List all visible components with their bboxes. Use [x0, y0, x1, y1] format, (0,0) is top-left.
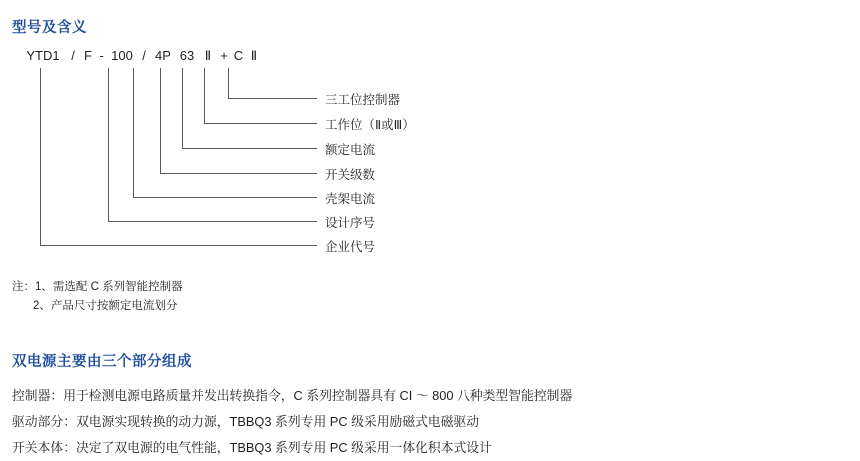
- leader-line-horizontal: [204, 123, 317, 124]
- model-code-segment: /: [142, 48, 146, 63]
- model-code-segment: 4P: [155, 48, 171, 63]
- model-code-segment: YTD1: [26, 48, 60, 63]
- model-code-segment: Ⅱ: [250, 48, 258, 63]
- leader-line-horizontal: [133, 197, 317, 198]
- model-code-segment: 63: [179, 48, 195, 63]
- page-title-model-designation: 型号及含义: [12, 20, 87, 36]
- callout-label: 企业代号: [325, 240, 376, 254]
- leader-line-vertical: [228, 68, 229, 98]
- callout-label: 三工位控制器: [325, 93, 401, 107]
- model-code-segment: 100: [111, 48, 133, 63]
- callout-label: 工作位（Ⅱ或Ⅲ）: [325, 118, 415, 132]
- model-code-segment: /: [71, 48, 75, 63]
- note-line-2: 2、产品尺寸按额定电流划分: [33, 300, 178, 312]
- leader-line-horizontal: [40, 245, 317, 246]
- model-code-segment: +: [220, 48, 228, 63]
- model-code-segment: C: [233, 48, 244, 63]
- composition-item-switch-body: 开关本体：决定了双电源的电气性能，TBBQ3 系列专用 PC 级采用一体化积本式设计: [12, 440, 492, 455]
- composition-item-controller: 控制器：用于检测电源电路质量并发出转换指令，C 系列控制器具有 CI ～ 800 八种类型智能控制器: [12, 388, 573, 403]
- note-line-1: 注：1、需选配 C 系列智能控制器: [12, 281, 183, 293]
- leader-line-horizontal: [108, 221, 317, 222]
- callout-label: 额定电流: [325, 143, 376, 157]
- callout-label: 设计序号: [325, 216, 376, 230]
- leader-line-vertical: [133, 68, 134, 197]
- leader-line-vertical: [108, 68, 109, 221]
- model-code-segment: Ⅱ: [204, 48, 212, 63]
- leader-line-vertical: [40, 68, 41, 245]
- page-title-composition: 双电源主要由三个部分组成: [12, 354, 192, 370]
- leader-line-horizontal: [228, 98, 317, 99]
- leader-line-vertical: [182, 68, 183, 148]
- model-code-segment: F: [84, 48, 92, 63]
- leader-line-vertical: [204, 68, 205, 123]
- leader-line-horizontal: [160, 173, 317, 174]
- leader-line-horizontal: [182, 148, 317, 149]
- model-code-segment: -: [99, 48, 104, 63]
- leader-line-vertical: [160, 68, 161, 173]
- callout-label: 开关级数: [325, 168, 376, 182]
- composition-item-drive: 驱动部分：双电源实现转换的动力源，TBBQ3 系列专用 PC 级采用励磁式电磁驱动: [12, 414, 480, 429]
- model-code-string: [20, 48, 262, 70]
- callout-label: 壳架电流: [325, 192, 376, 206]
